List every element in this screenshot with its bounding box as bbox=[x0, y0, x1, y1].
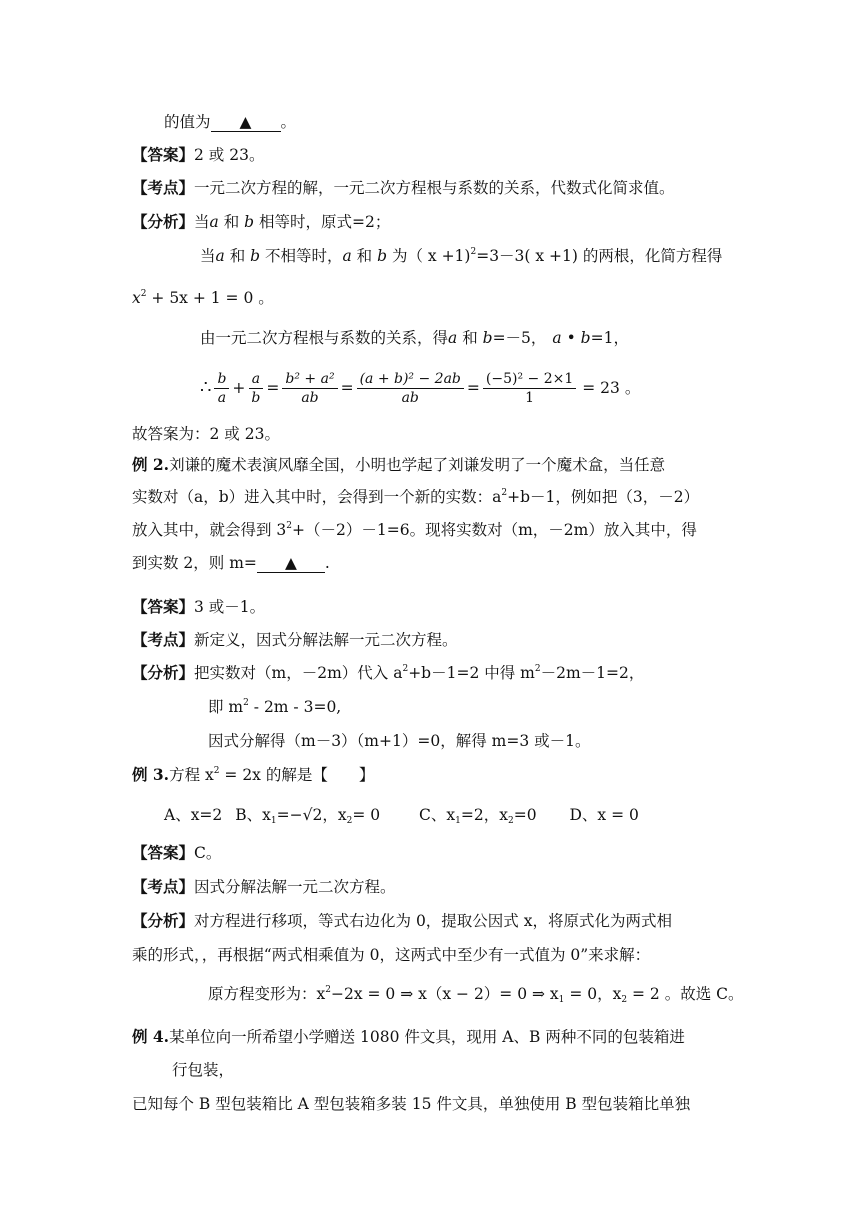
text: 方程 x bbox=[169, 766, 214, 784]
example-3-options bbox=[164, 805, 639, 825]
text: 即 m bbox=[208, 698, 244, 716]
text: = 2 。故选 C。 bbox=[627, 985, 744, 1003]
subscript: 2 bbox=[346, 816, 353, 826]
example-4-line1 bbox=[132, 1027, 685, 1047]
keypoint-tag: 【考点】 bbox=[132, 630, 195, 649]
keypoint-1 bbox=[132, 178, 675, 198]
plus-sign: + bbox=[232, 379, 246, 397]
var-b: b bbox=[377, 247, 388, 265]
formula-result: = 23 。 bbox=[582, 379, 641, 397]
equals-sign: = bbox=[340, 379, 354, 397]
text: 和 bbox=[351, 247, 378, 265]
denominator: ab bbox=[301, 389, 319, 406]
superscript: 2 bbox=[534, 664, 541, 674]
denominator: ab bbox=[401, 389, 419, 406]
equation-rest: + 5x + 1 = 0 。 bbox=[146, 289, 274, 307]
analysis-1-line4 bbox=[200, 328, 629, 348]
numerator: (a + b)² − 2ab bbox=[357, 370, 464, 389]
numerator: a bbox=[249, 370, 263, 389]
analysis-text: 和 bbox=[218, 213, 245, 231]
text: 行包装， bbox=[172, 1061, 235, 1079]
answer-text: 3 或－1。 bbox=[194, 598, 266, 616]
analysis-tag: 【分析】 bbox=[132, 663, 195, 682]
analysis-text: 当 bbox=[194, 213, 210, 231]
text: C、x bbox=[419, 806, 456, 824]
text: =1， bbox=[590, 329, 629, 347]
superscript: 2 bbox=[501, 488, 508, 498]
denominator: b bbox=[251, 389, 261, 406]
conclusion-text: 故答案为：2 或 23。 bbox=[132, 425, 280, 443]
analysis-text: 相等时，原式=2； bbox=[254, 213, 391, 231]
fraction-a-over-b bbox=[248, 370, 263, 407]
text: . bbox=[324, 554, 330, 572]
analysis-2-line2 bbox=[208, 697, 341, 717]
var-a: a bbox=[448, 329, 458, 347]
text: 已知每个 B 型包装箱比 A 型包装箱多装 15 件文具，单独使用 B 型包装箱比单独 bbox=[132, 1095, 691, 1113]
text: B、x bbox=[235, 806, 271, 824]
analysis-3-line3 bbox=[208, 984, 744, 1004]
answer-tag: 【答案】 bbox=[132, 843, 195, 862]
example-4-line2 bbox=[172, 1060, 234, 1080]
text: - 2m - 3=0, bbox=[248, 698, 342, 716]
text: 乘的形式，，再根据“两式相乘值为 0，这两式中至少有一式值为 0”来求解： bbox=[132, 946, 651, 964]
text: =3－3( x +1) 的两根，化简方程得 bbox=[476, 247, 723, 265]
text: 实数对（a，b）进入其中时，会得到一个新的实数：a bbox=[132, 488, 502, 506]
var-b: b bbox=[250, 247, 261, 265]
analysis-2-line3 bbox=[208, 731, 590, 751]
text: 和 bbox=[457, 329, 483, 347]
analysis-1 bbox=[132, 212, 390, 232]
var-b: b bbox=[482, 329, 493, 347]
text: 把实数对（m，－2m）代入 a bbox=[194, 664, 403, 682]
equals-sign: = bbox=[466, 379, 480, 397]
triangle-icon: ▲ bbox=[284, 554, 297, 572]
text: =0 bbox=[513, 806, 537, 824]
text: = 0 bbox=[352, 806, 381, 824]
subscript: 1 bbox=[455, 816, 461, 826]
answer-tag: 【答案】 bbox=[132, 145, 195, 164]
text: 对方程进行移项，等式右边化为 0，提取公因式 x，将原式化为两式相 bbox=[194, 912, 672, 930]
text: =2，x bbox=[460, 806, 508, 824]
equals-sign: = bbox=[266, 379, 280, 397]
answer-blank bbox=[211, 113, 281, 132]
var-x: x bbox=[132, 289, 141, 307]
keypoint-3 bbox=[132, 877, 396, 897]
text: －2m－1=2， bbox=[540, 664, 645, 682]
var-b: b bbox=[580, 329, 591, 347]
example-label: 例 3. bbox=[132, 765, 170, 784]
keypoint-text: 一元二次方程的解，一元二次方程根与系数的关系，代数式化简求值。 bbox=[194, 179, 675, 197]
text: • bbox=[561, 329, 581, 347]
numerator: b bbox=[214, 370, 229, 389]
option-b bbox=[235, 806, 380, 824]
superscript: 2 bbox=[470, 247, 477, 257]
analysis-tag: 【分析】 bbox=[132, 212, 195, 231]
example-3 bbox=[132, 765, 374, 785]
text: +b－1，例如把（3，－2） bbox=[507, 488, 700, 506]
text: =－5， bbox=[492, 329, 547, 347]
fraction-sum-squares bbox=[282, 370, 337, 407]
text: 刘谦的魔术表演风靡全国，小明也学起了刘谦发明了一个魔术盒，当任意 bbox=[169, 456, 666, 474]
analysis-3 bbox=[132, 911, 672, 931]
text: 和 bbox=[224, 247, 251, 265]
numerator: (−5)² − 2×1 bbox=[483, 370, 576, 389]
analysis-tag: 【分析】 bbox=[132, 911, 195, 930]
option-a: A、x=2 bbox=[164, 806, 223, 824]
text: 到实数 2，则 m= bbox=[132, 554, 257, 572]
option-c bbox=[419, 806, 537, 824]
denominator: 1 bbox=[525, 389, 535, 406]
analysis-2 bbox=[132, 663, 644, 683]
intro-end: 。 bbox=[280, 113, 297, 131]
quadratic-equation bbox=[132, 288, 274, 308]
text: 因式分解得（m－3）（m+1）=0，解得 m=3 或－1。 bbox=[208, 732, 591, 750]
intro-text: 的值为 bbox=[164, 113, 211, 131]
superscript: 2 bbox=[325, 985, 331, 995]
therefore-symbol: ∴ bbox=[200, 377, 212, 398]
text: +（－2）－1=6。现将实数对（m，－2m）放入其中，得 bbox=[292, 521, 697, 539]
var-a: a bbox=[209, 213, 219, 231]
fraction-numeric bbox=[483, 370, 576, 407]
var-a: a bbox=[342, 247, 352, 265]
var-b: b bbox=[244, 213, 255, 231]
example-2-line2 bbox=[132, 487, 699, 507]
fraction-square-identity bbox=[357, 370, 464, 407]
text: = 0，x bbox=[564, 985, 622, 1003]
subscript: 1 bbox=[558, 995, 565, 1005]
text: 不相等时， bbox=[260, 247, 343, 265]
keypoint-2 bbox=[132, 630, 458, 650]
superscript: 2 bbox=[213, 766, 220, 776]
superscript: 2 bbox=[140, 289, 147, 299]
superscript: 2 bbox=[286, 521, 293, 531]
fraction-b-over-a bbox=[214, 370, 229, 407]
text: 为（ x +1) bbox=[387, 247, 471, 265]
var-a: a bbox=[215, 247, 225, 265]
answer-blank bbox=[257, 554, 325, 573]
keypoint-tag: 【考点】 bbox=[132, 178, 195, 197]
example-2-line1 bbox=[132, 455, 665, 475]
subscript: 1 bbox=[270, 816, 277, 826]
answer-text: 2 或 23。 bbox=[194, 146, 265, 164]
example-label: 例 4. bbox=[132, 1027, 170, 1046]
denominator: a bbox=[217, 389, 227, 406]
text: =−√2，x bbox=[276, 806, 347, 824]
answer-tag: 【答案】 bbox=[132, 597, 195, 616]
intro-line bbox=[164, 112, 296, 132]
numerator: b² + a² bbox=[282, 370, 337, 389]
formula-line bbox=[200, 368, 640, 408]
conclusion-1 bbox=[132, 424, 280, 444]
example-2-line4 bbox=[132, 553, 330, 573]
subscript: 2 bbox=[507, 816, 514, 826]
text: 原方程变形为：x bbox=[208, 985, 326, 1003]
var-a: a bbox=[552, 329, 562, 347]
analysis-3-line2 bbox=[132, 945, 650, 965]
example-4-line3 bbox=[132, 1094, 690, 1114]
text: 放入其中，就会得到 3 bbox=[132, 521, 287, 539]
text: 由一元二次方程根与系数的关系，得 bbox=[200, 329, 449, 347]
option-d: D、x = 0 bbox=[569, 806, 639, 824]
answer-2 bbox=[132, 597, 265, 617]
answer-1 bbox=[132, 145, 264, 165]
answer-3 bbox=[132, 843, 221, 863]
text: = 2x 的解是【 】 bbox=[219, 766, 375, 784]
example-2-line3 bbox=[132, 520, 697, 540]
keypoint-text: 新定义，因式分解法解一元二次方程。 bbox=[194, 631, 458, 649]
answer-text: C。 bbox=[194, 844, 222, 862]
text: −2x = 0 ⇒ x（x − 2）= 0 ⇒ x bbox=[330, 985, 559, 1003]
triangle-icon: ▲ bbox=[239, 113, 252, 131]
text: 当 bbox=[200, 247, 216, 265]
analysis-1-line2 bbox=[200, 246, 722, 266]
example-label: 例 2. bbox=[132, 455, 170, 474]
keypoint-tag: 【考点】 bbox=[132, 877, 195, 896]
superscript: 2 bbox=[243, 698, 249, 708]
text: 某单位向一所希望小学赠送 1080 件文具，现用 A、B 两种不同的包装箱进 bbox=[169, 1028, 685, 1046]
subscript: 2 bbox=[621, 995, 628, 1005]
superscript: 2 bbox=[402, 664, 409, 674]
keypoint-text: 因式分解法解一元二次方程。 bbox=[194, 878, 396, 896]
text: +b－1=2 中得 m bbox=[408, 664, 535, 682]
